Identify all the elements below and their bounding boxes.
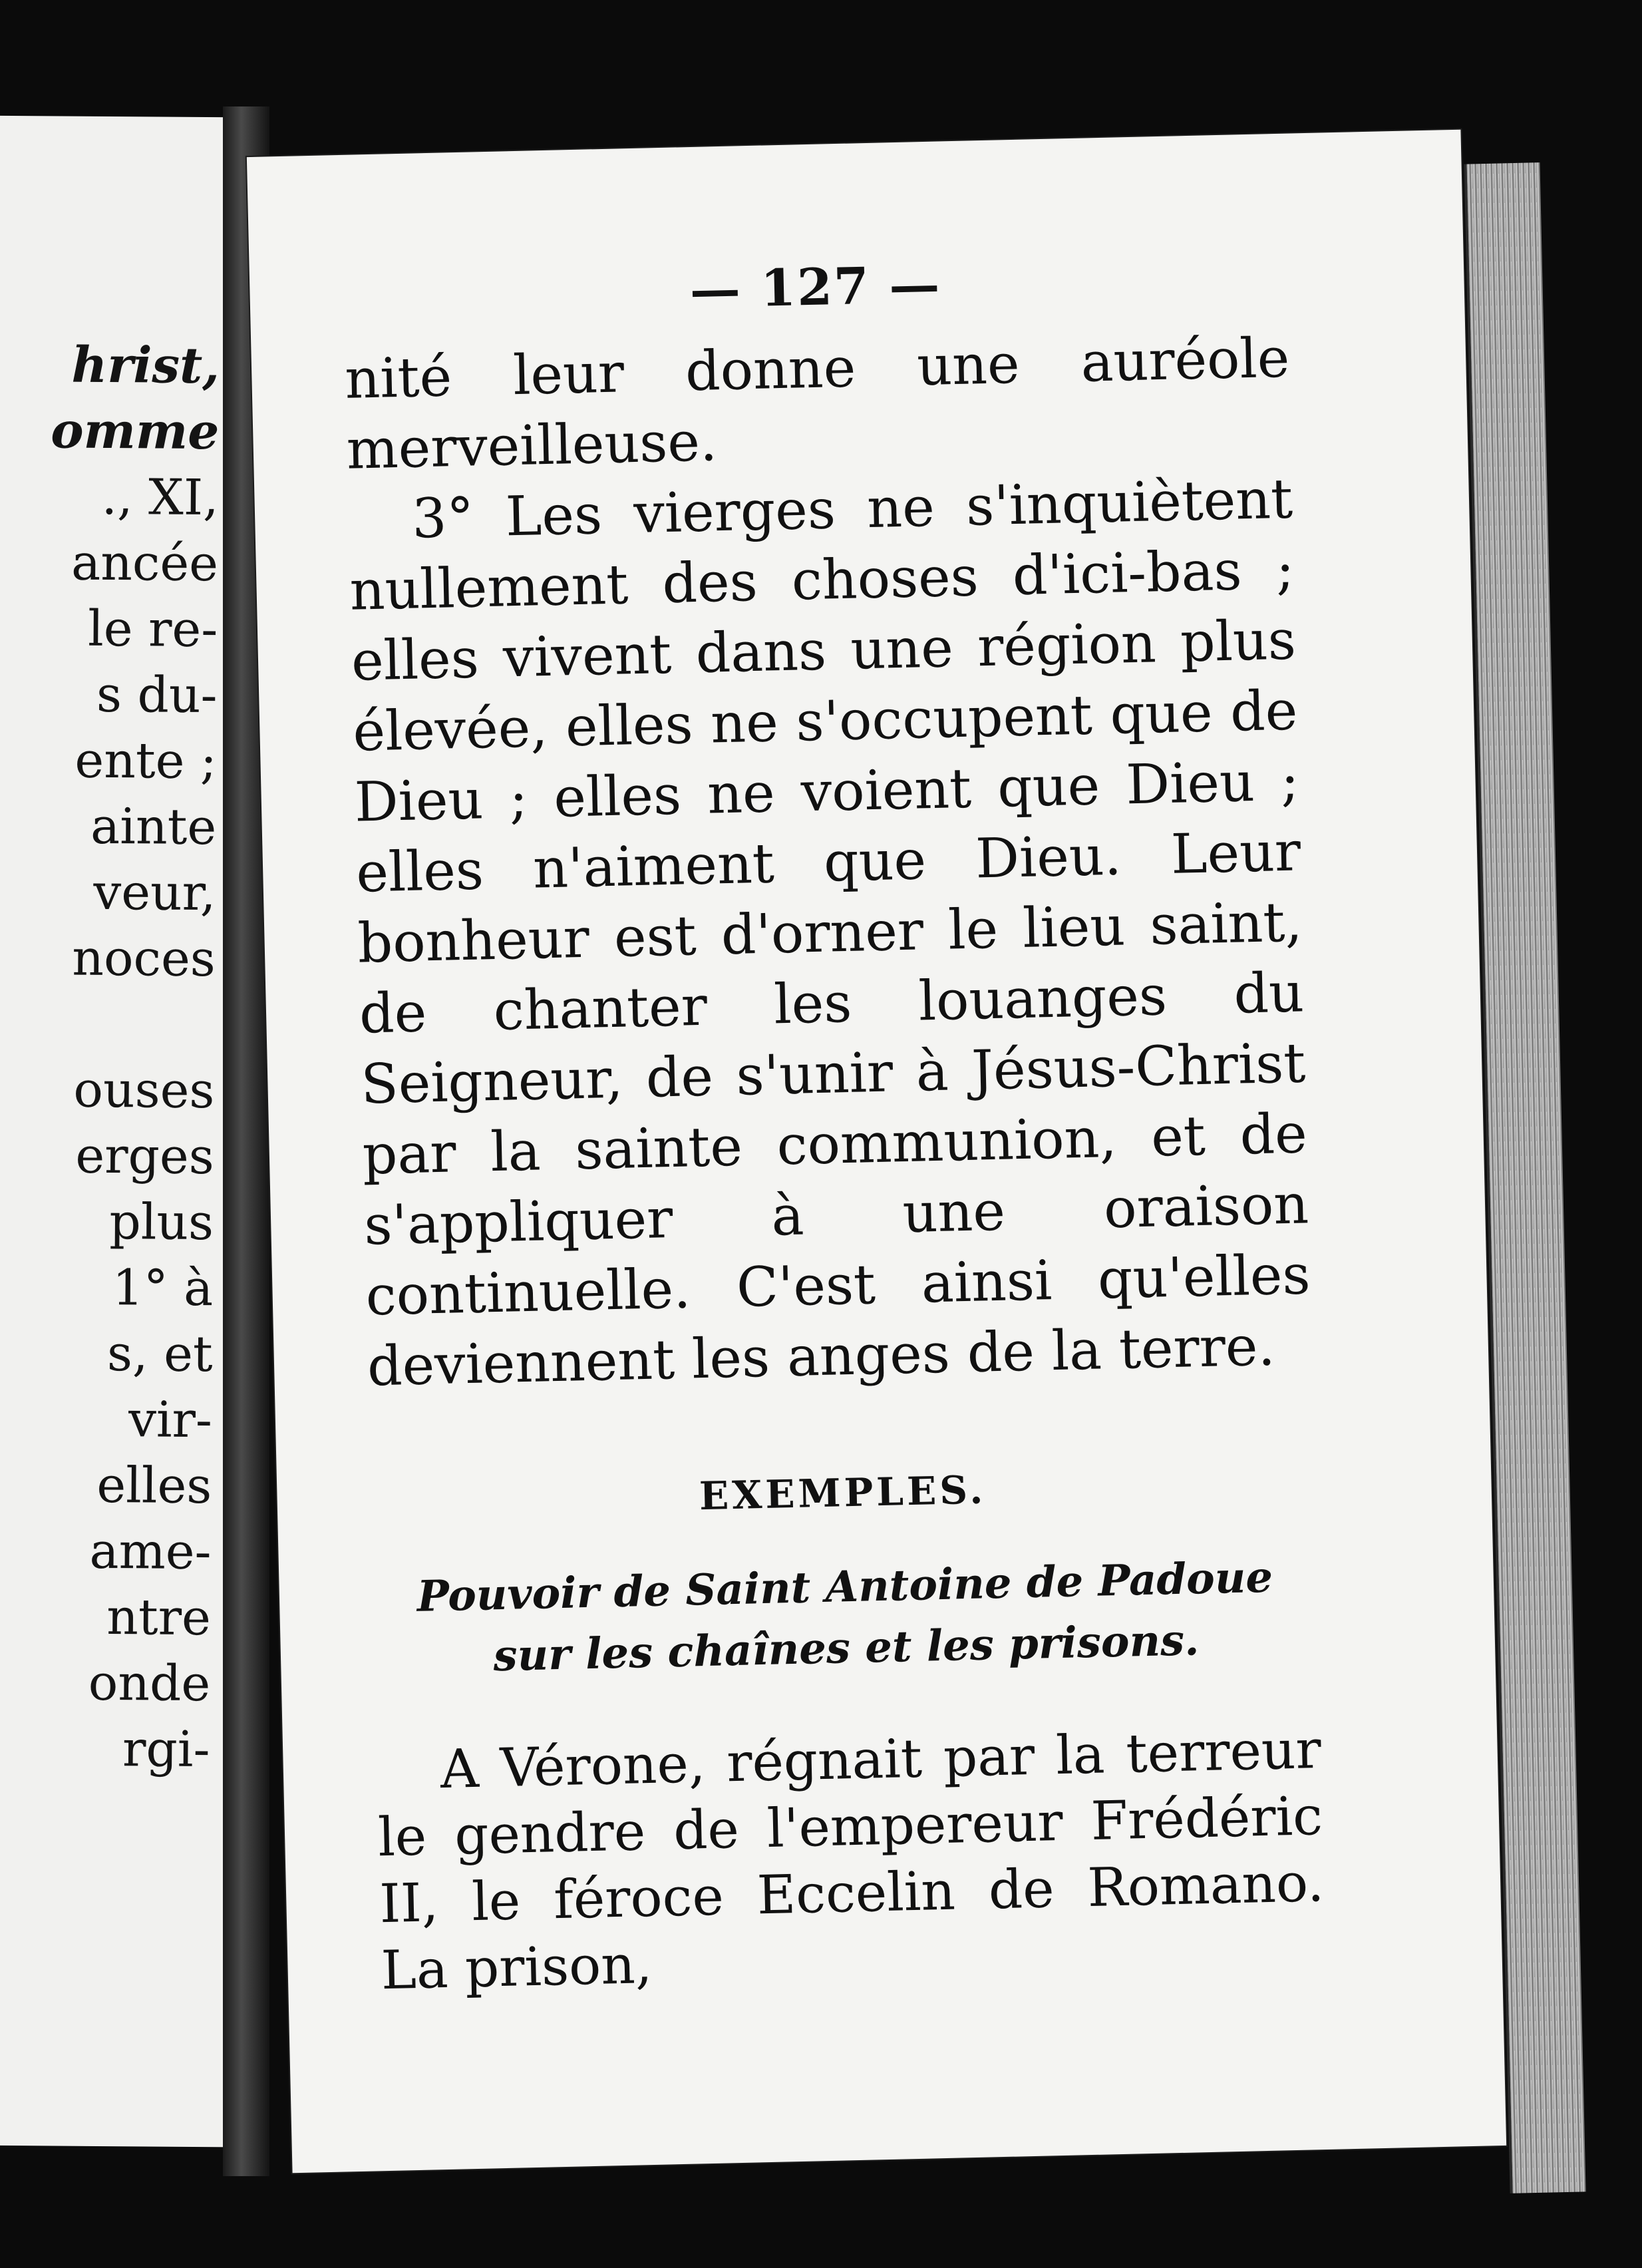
- left-fragment: plus: [109, 1193, 214, 1252]
- opening-text: nité leur donne une auréole merveilleuse.: [344, 326, 1291, 482]
- left-fragment: ainte: [90, 797, 217, 856]
- right-page: [247, 130, 1506, 2174]
- example-subtitle: Pouvoir de Saint Antoine de Padoue sur les chaînes et les prisons.: [416, 1552, 1273, 1682]
- section-title: EXEMPLES.: [699, 1467, 987, 1519]
- left-fragment: s, et: [106, 1325, 213, 1384]
- left-fragment: ntre: [106, 1589, 212, 1647]
- left-fragment: ouses: [73, 1061, 215, 1120]
- left-fragment: veur,: [93, 863, 216, 922]
- left-fragment: le re-: [87, 600, 218, 659]
- left-fragment: 1° à: [112, 1259, 214, 1318]
- body-text: [344, 323, 1313, 1403]
- left-fragment: noces: [72, 929, 216, 988]
- page-content: [343, 247, 1327, 2004]
- left-fragment: vir-: [128, 1391, 213, 1449]
- left-page-text: [0, 332, 220, 1783]
- paragraph-3: 3° Les vierges ne s'inquiètent nullement des choses d'ici-bas ; elles vivent dans une région plus élevée, elles ne s'occupent que de Dieu ; elles ne voient que Dieu ; elles n'aiment que Dieu. Leur bonheur est d'orner le lieu saint, de chanter les louanges du Seigneur, de s'unir à Jésus-Christ par la sainte communion, et de s'appliquer à une oraison continuelle. C'est ainsi qu'elles deviennent les anges de la terre.: [349, 467, 1311, 1399]
- left-fragment: elles: [96, 1456, 212, 1515]
- left-fragment: erges: [75, 1127, 215, 1186]
- left-fragment: hrist,: [71, 336, 220, 395]
- story-paragraph: A Vérone, régnait par la terreur le gendre de l'empereur Frédéric II, le féroce Eccelin de Romano. La prison,: [377, 1718, 1325, 2002]
- left-fragment: ancée: [71, 534, 219, 593]
- left-fragment: s du-: [96, 665, 218, 725]
- left-fragment: ., XI,: [101, 468, 219, 527]
- left-fragment: rgi-: [122, 1720, 210, 1779]
- left-fragment: ente ;: [75, 731, 218, 791]
- left-page: [0, 116, 244, 2148]
- page-number: — 127 —: [689, 254, 942, 320]
- left-fragment: omme: [50, 402, 220, 461]
- left-fragment: onde: [88, 1654, 211, 1713]
- left-fragment: ame-: [89, 1522, 212, 1581]
- story-text: [376, 1716, 1327, 2004]
